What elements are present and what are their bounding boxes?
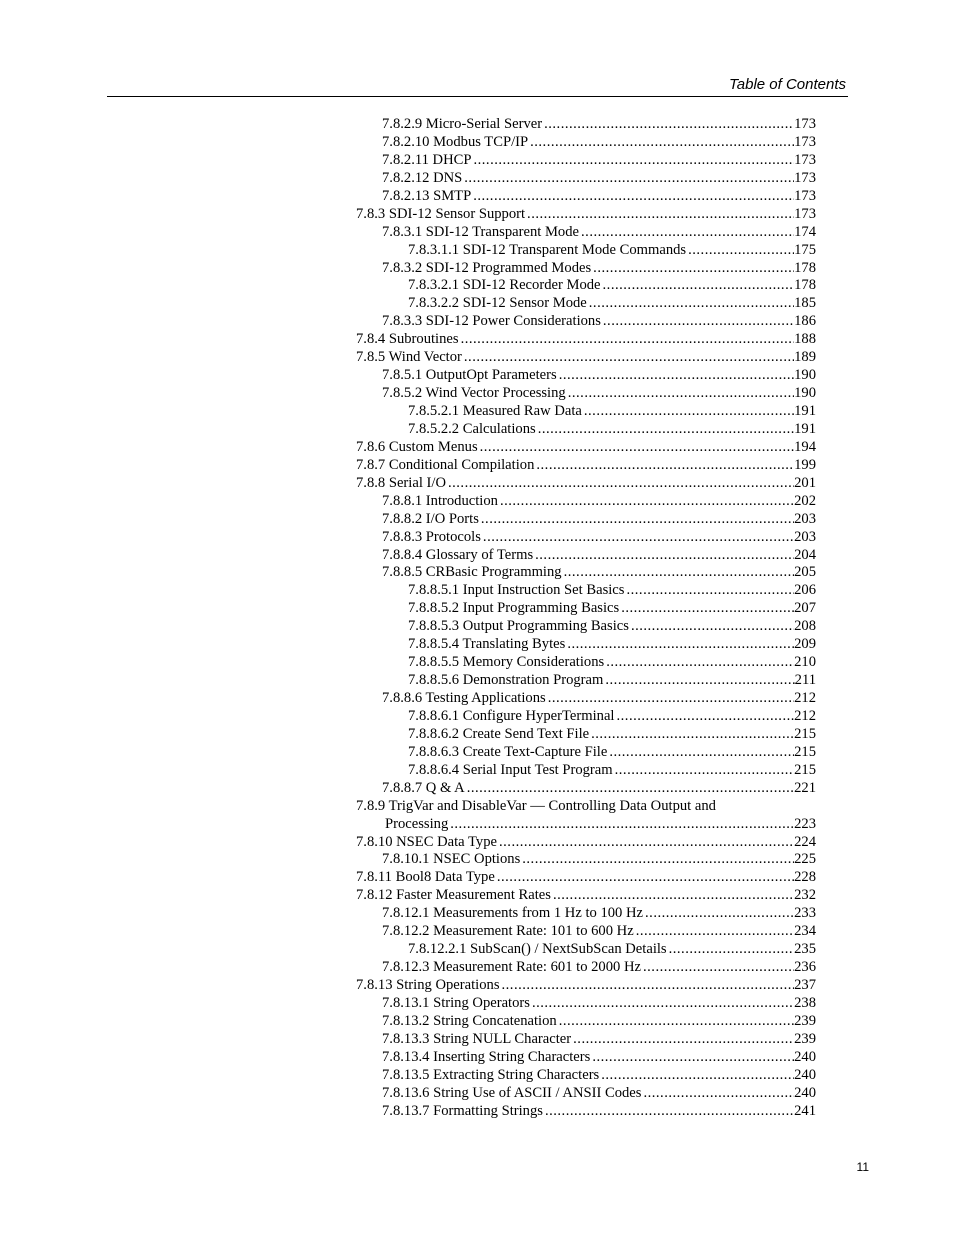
toc-entry[interactable] xyxy=(356,1049,816,1067)
toc-entry[interactable] xyxy=(356,1031,816,1049)
toc-entry-page: 173 xyxy=(794,151,816,168)
toc-entry-page: 206 xyxy=(794,582,816,599)
toc-entry-title: 7.8.6 Custom Menus xyxy=(356,438,478,455)
toc-entry-title: 7.8.2.10 Modbus TCP/IP xyxy=(382,133,529,150)
toc-entry-page: 237 xyxy=(794,977,816,993)
toc-entry-title: 7.8.2.12 DNS xyxy=(382,169,463,186)
toc-entry[interactable] xyxy=(356,403,816,421)
header-divider xyxy=(107,96,848,97)
toc-leader-dots xyxy=(607,744,794,762)
toc-entry-title: 7.8.8.5.1 Input Instruction Set Basics xyxy=(408,582,625,599)
toc-leader-dots xyxy=(448,816,794,834)
toc-entry[interactable] xyxy=(356,224,816,242)
toc-entry-title: 7.8.13.4 Inserting String Characters xyxy=(382,1048,591,1065)
toc-entry[interactable] xyxy=(356,475,816,493)
toc-entry-title: 7.8.13.1 String Operators xyxy=(382,994,530,1011)
toc-leader-dots xyxy=(481,529,794,547)
toc-leader-dots xyxy=(615,708,795,726)
toc-entry-title: 7.8.8.5.5 Memory Considerations xyxy=(408,654,605,671)
toc-entry-page: 204 xyxy=(794,546,816,563)
toc-entry[interactable] xyxy=(356,349,816,367)
toc-entry[interactable] xyxy=(356,834,816,852)
toc-entry-title: 7.8.3.3 SDI-12 Power Considerations xyxy=(382,313,601,330)
toc-entry[interactable] xyxy=(356,744,816,762)
toc-leader-dots xyxy=(546,690,794,708)
toc-entry-page: 209 xyxy=(794,636,816,653)
toc-entry-title: 7.8.3.1 SDI-12 Transparent Mode xyxy=(382,223,580,240)
toc-entry-title: 7.8.5.2.1 Measured Raw Data xyxy=(408,403,582,419)
toc-leader-dots xyxy=(534,457,794,475)
toc-entry-page: 194 xyxy=(794,438,816,455)
toc-leader-dots xyxy=(591,260,794,278)
toc-entry[interactable] xyxy=(356,242,816,260)
toc-entry[interactable] xyxy=(356,170,816,188)
toc-leader-dots xyxy=(643,905,794,923)
toc-entry-title: 7.8.11 Bool8 Data Type xyxy=(356,869,495,886)
toc-entry-page: 186 xyxy=(794,313,816,330)
toc-entry-title: 7.8.8.2 I/O Ports xyxy=(382,510,479,527)
toc-entry[interactable] xyxy=(356,762,816,780)
toc-entry-title: 7.8.7 Conditional Compilation xyxy=(356,456,535,473)
toc-entry[interactable] xyxy=(356,618,816,636)
toc-entry-title: 7.8.2.9 Micro-Serial Server xyxy=(382,116,543,132)
toc-entry-title: 7.8.8.7 Q & A xyxy=(382,779,465,796)
toc-entry-page: 178 xyxy=(794,277,816,294)
toc-entry-title: Processing xyxy=(385,815,449,832)
toc-leader-dots xyxy=(536,421,794,439)
toc-entry-title: 7.8.8.6.1 Configure HyperTerminal xyxy=(408,707,615,724)
toc-entry[interactable] xyxy=(356,421,816,439)
toc-leader-dots xyxy=(565,636,794,654)
toc-leader-dots xyxy=(619,600,794,618)
toc-entry-page: 215 xyxy=(794,725,816,742)
toc-entry-title: 7.8.12.2.1 SubScan() / NextSubScan Details xyxy=(408,941,667,958)
toc-entry-page: 215 xyxy=(794,743,816,760)
toc-entry[interactable] xyxy=(356,887,816,905)
toc-leader-dots xyxy=(590,1049,794,1067)
toc-entry[interactable] xyxy=(356,260,816,278)
toc-leader-dots xyxy=(446,475,794,493)
toc-leader-dots xyxy=(543,1103,794,1121)
toc-entry-title: 7.8.8.6.2 Create Send Text File xyxy=(408,725,590,742)
toc-entry-title: 7.8.13.6 String Use of ASCII / ANSII Codes xyxy=(382,1084,642,1101)
toc-entry-page: 207 xyxy=(794,600,816,617)
table-of-contents xyxy=(356,116,816,1121)
toc-entry-page: 191 xyxy=(794,403,816,419)
toc-entry-page: 240 xyxy=(794,1084,816,1101)
toc-entry[interactable] xyxy=(356,367,816,385)
toc-entry-title: 7.8.10.1 NSEC Options xyxy=(382,851,521,868)
toc-entry[interactable] xyxy=(356,690,816,708)
toc-entry-page: 203 xyxy=(794,528,816,545)
toc-leader-dots xyxy=(667,941,795,959)
toc-entry[interactable] xyxy=(356,1103,816,1121)
toc-entry-page: 241 xyxy=(794,1102,816,1119)
toc-entry[interactable] xyxy=(356,636,816,654)
toc-leader-dots xyxy=(498,493,794,511)
toc-entry[interactable] xyxy=(356,672,816,690)
toc-leader-dots xyxy=(551,887,794,905)
toc-entry[interactable] xyxy=(356,869,816,887)
toc-leader-dots xyxy=(604,654,794,672)
toc-entry-title: 7.8.5 Wind Vector xyxy=(356,349,462,366)
toc-entry[interactable] xyxy=(356,385,816,403)
toc-entry-page: 208 xyxy=(794,618,816,635)
toc-entry[interactable] xyxy=(356,600,816,618)
toc-entry-page: 178 xyxy=(794,259,816,276)
toc-leader-dots xyxy=(589,726,794,744)
toc-entry-title: 7.8.8.5.6 Demonstration Program xyxy=(408,672,604,689)
toc-entry[interactable] xyxy=(356,313,816,331)
toc-entry-page: 223 xyxy=(794,815,816,832)
toc-leader-dots xyxy=(579,224,794,242)
toc-entry-title: 7.8.8.5.4 Translating Bytes xyxy=(408,636,566,653)
toc-entry-title: 7.8.8.4 Glossary of Terms xyxy=(382,546,534,563)
toc-entry[interactable] xyxy=(356,851,816,869)
toc-entry[interactable] xyxy=(356,493,816,511)
toc-entry[interactable] xyxy=(356,152,816,170)
toc-entry[interactable] xyxy=(356,547,816,565)
toc-entry[interactable] xyxy=(356,995,816,1013)
toc-leader-dots xyxy=(471,152,794,170)
toc-entry-page: 239 xyxy=(794,1012,816,1029)
toc-leader-dots xyxy=(530,995,794,1013)
toc-entry-title: 7.8.5.2.2 Calculations xyxy=(408,420,536,437)
toc-leader-dots xyxy=(479,511,794,529)
toc-leader-dots xyxy=(459,331,795,349)
toc-leader-dots xyxy=(465,780,794,798)
toc-entry-page: 234 xyxy=(794,923,816,940)
toc-entry-title: 7.8.13.3 String NULL Character xyxy=(382,1030,572,1047)
toc-entry-title: 7.8.4 Subroutines xyxy=(356,331,459,348)
toc-entry-title: 7.8.13 String Operations xyxy=(356,977,500,993)
toc-leader-dots xyxy=(599,1067,794,1085)
toc-entry-page: 205 xyxy=(794,564,816,581)
page-number: 11 xyxy=(856,1160,869,1174)
toc-entry-title: 7.8.8.5.3 Output Programming Basics xyxy=(408,618,629,635)
toc-entry-page: 240 xyxy=(794,1048,816,1065)
toc-entry-title: 7.8.8.6.4 Serial Input Test Program xyxy=(408,761,613,778)
toc-entry[interactable] xyxy=(356,564,816,582)
toc-entry-page: 215 xyxy=(794,761,816,778)
toc-entry-title: 7.8.12.2 Measurement Rate: 101 to 600 Hz xyxy=(382,923,634,940)
toc-entry-title: 7.8.2.13 SMTP xyxy=(382,187,472,204)
toc-entry-page: 203 xyxy=(794,510,816,527)
toc-entry-title: 7.8.2.11 DHCP xyxy=(382,151,472,168)
toc-entry-page: 239 xyxy=(794,1030,816,1047)
toc-entry[interactable] xyxy=(356,780,816,798)
toc-entry-page: 210 xyxy=(794,654,816,671)
toc-entry[interactable] xyxy=(356,977,816,995)
toc-entry-page: 173 xyxy=(794,187,816,204)
toc-entry-page: 201 xyxy=(794,474,816,491)
toc-leader-dots xyxy=(528,134,794,152)
toc-leader-dots xyxy=(562,564,795,582)
toc-leader-dots xyxy=(462,349,794,367)
toc-entry-title: 7.8.8.6 Testing Applications xyxy=(382,690,546,706)
toc-entry[interactable] xyxy=(356,923,816,941)
toc-entry-page: 212 xyxy=(794,707,816,724)
toc-entry-title: 7.8.13.7 Formatting Strings xyxy=(382,1102,543,1119)
toc-entry[interactable] xyxy=(356,1013,816,1031)
toc-entry-page: 202 xyxy=(794,492,816,509)
toc-entry-title: 7.8.13.2 String Concatenation xyxy=(382,1012,557,1029)
toc-leader-dots xyxy=(497,834,794,852)
toc-entry-page: 185 xyxy=(794,295,816,312)
toc-entry-page: 173 xyxy=(794,133,816,150)
toc-entry-title: 7.8.12.1 Measurements from 1 Hz to 100 Hz xyxy=(382,905,644,922)
toc-leader-dots xyxy=(641,1085,794,1103)
toc-entry-page: 233 xyxy=(794,905,816,922)
toc-entry-page: 240 xyxy=(794,1066,816,1083)
toc-leader-dots xyxy=(557,1013,794,1031)
toc-entry-title: 7.8.12.3 Measurement Rate: 601 to 2000 Hz xyxy=(382,959,641,976)
toc-entry-page: 190 xyxy=(794,367,816,384)
toc-entry-title: 7.8.5.2 Wind Vector Processing xyxy=(382,385,566,402)
toc-entry-title: 7.8.13.5 Extracting String Characters xyxy=(382,1066,600,1083)
toc-entry[interactable] xyxy=(356,1085,816,1103)
toc-entry-title: 7.8.8.6.3 Create Text-Capture File xyxy=(408,743,608,760)
toc-entry[interactable] xyxy=(356,206,816,224)
toc-entry[interactable] xyxy=(356,816,816,834)
toc-leader-dots xyxy=(571,1031,794,1049)
toc-entry-page: 236 xyxy=(794,959,816,976)
toc-entry-page: 221 xyxy=(794,779,816,796)
toc-entry-page: 191 xyxy=(794,420,816,437)
toc-entry-title: 7.8.5.1 OutputOpt Parameters xyxy=(382,367,557,384)
toc-leader-dots xyxy=(471,188,794,206)
toc-entry-page: 175 xyxy=(794,241,816,258)
toc-entry-title: 7.8.8.1 Introduction xyxy=(382,492,498,509)
toc-entry-page: 224 xyxy=(794,833,816,850)
toc-entry[interactable] xyxy=(356,439,816,457)
toc-leader-dots xyxy=(533,547,794,565)
toc-entry[interactable] xyxy=(356,726,816,744)
toc-entry-page: 235 xyxy=(794,941,816,958)
toc-leader-dots xyxy=(500,977,795,995)
toc-entry-title: 7.8.12 Faster Measurement Rates xyxy=(356,887,551,904)
toc-leader-dots xyxy=(462,170,794,188)
toc-entry-title: 7.8.8.5 CRBasic Programming xyxy=(382,564,562,581)
toc-entry-title: 7.8.3 SDI-12 Sensor Support xyxy=(356,205,526,222)
toc-entry[interactable] xyxy=(356,331,816,349)
toc-entry[interactable] xyxy=(356,511,816,529)
toc-leader-dots xyxy=(601,313,794,331)
toc-leader-dots xyxy=(582,403,794,421)
header-title: Table of Contents xyxy=(728,76,846,93)
toc-entry-title: 7.8.3.2.1 SDI-12 Recorder Mode xyxy=(408,277,601,294)
toc-entry[interactable] xyxy=(356,529,816,547)
toc-entry-page: 188 xyxy=(794,331,816,348)
toc-entry-title: 7.8.8.3 Protocols xyxy=(382,528,481,545)
toc-leader-dots xyxy=(525,206,794,224)
toc-entry[interactable] xyxy=(356,295,816,313)
toc-entry[interactable] xyxy=(356,277,816,295)
toc-entry[interactable] xyxy=(356,654,816,672)
toc-leader-dots xyxy=(624,582,794,600)
toc-leader-dots xyxy=(478,439,794,457)
toc-leader-dots xyxy=(603,672,794,690)
toc-entry-title: 7.8.8 Serial I/O xyxy=(356,474,446,491)
toc-entry[interactable] xyxy=(356,582,816,600)
toc-entry-page: 173 xyxy=(794,169,816,186)
toc-entry-page: 238 xyxy=(794,994,816,1011)
toc-entry-page: 228 xyxy=(794,869,816,886)
toc-entry-page: 199 xyxy=(794,456,816,473)
toc-entry-page: 173 xyxy=(794,205,816,222)
toc-leader-dots xyxy=(542,116,794,134)
toc-leader-dots xyxy=(566,385,794,403)
toc-entry-page: 174 xyxy=(794,223,816,240)
toc-entry-title: 7.8.3.1.1 SDI-12 Transparent Mode Commands xyxy=(408,241,687,258)
toc-entry-title: 7.8.3.2 SDI-12 Programmed Modes xyxy=(382,259,592,276)
toc-leader-dots xyxy=(601,277,795,295)
toc-entry[interactable] xyxy=(356,905,816,923)
toc-entry-page: 173 xyxy=(794,116,816,132)
toc-entry[interactable] xyxy=(356,188,816,206)
toc-leader-dots xyxy=(629,618,794,636)
toc-entry-title: 7.8.3.2.2 SDI-12 Sensor Mode xyxy=(408,295,587,312)
toc-entry[interactable] xyxy=(356,941,816,959)
toc-leader-dots xyxy=(634,923,794,941)
toc-leader-dots xyxy=(557,367,794,385)
toc-entry-page: 189 xyxy=(794,349,816,366)
toc-entry-title: 7.8.8.5.2 Input Programming Basics xyxy=(408,600,620,617)
toc-entry[interactable] xyxy=(356,959,816,977)
toc-entry-title[interactable]: 7.8.9 TrigVar and DisableVar — Controlling Data Output and xyxy=(356,797,716,814)
toc-leader-dots xyxy=(686,242,794,260)
toc-leader-dots xyxy=(641,959,794,977)
toc-entry-page: 190 xyxy=(794,385,816,402)
toc-entry[interactable] xyxy=(356,116,816,134)
toc-entry-title: 7.8.10 NSEC Data Type xyxy=(356,833,497,850)
toc-entry-page: 211 xyxy=(794,672,816,689)
toc-leader-dots xyxy=(495,869,794,887)
toc-leader-dots xyxy=(587,295,794,313)
toc-leader-dots xyxy=(520,851,794,869)
toc-entry-page: 225 xyxy=(794,851,816,868)
toc-entry[interactable] xyxy=(356,708,816,726)
toc-entry-page: 212 xyxy=(794,690,816,706)
toc-leader-dots xyxy=(613,762,794,780)
toc-entry[interactable] xyxy=(356,1067,816,1085)
toc-entry-page: 232 xyxy=(794,887,816,904)
toc-entry[interactable] xyxy=(356,457,816,475)
toc-entry[interactable] xyxy=(356,134,816,152)
